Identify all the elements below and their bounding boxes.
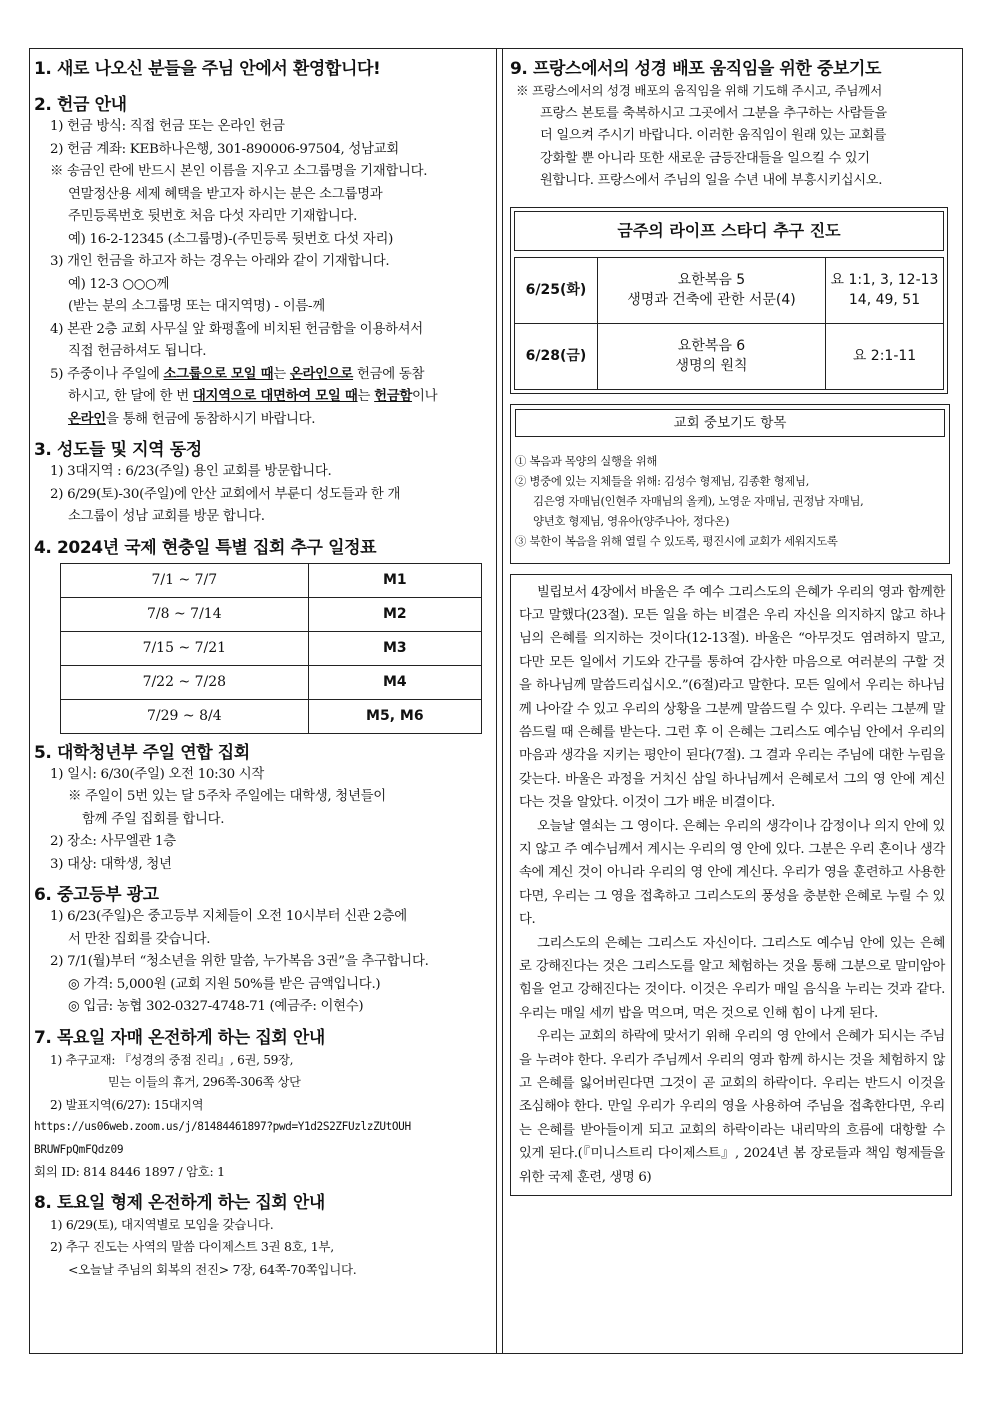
- section-title: 4. 2024년 국제 현충일 특별 집회 추구 일정표: [34, 537, 377, 558]
- text-line: 1) 헌금 방식: 직접 헌금 또는 온라인 헌금: [50, 119, 285, 134]
- prayer-title: 교회 중보기도 항목: [515, 409, 945, 437]
- table-row: [61, 563, 482, 597]
- text-line: 믿는 이들의 휴거, 296쪽-306쪽 상단: [108, 1075, 301, 1089]
- verse-ref: 요 2:1-11: [852, 348, 917, 364]
- text-line: ※ 송금인 란에 반드시 본인 이름을 지우고 소그룹명을 기재합니다.: [50, 164, 428, 179]
- text-line: 2) 헌금 계좌: KEB하나은행, 301-890006-97504, 성남교회: [50, 141, 399, 157]
- text-line: 2) 추구 진도는 사역의 말씀 다이제스트 3권 8호, 1부,: [50, 1239, 334, 1254]
- text-line: 1) 3대지역 : 6/23(주일) 용인 교회를 방문합니다.: [50, 464, 332, 479]
- text-line: 프랑스 본토를 축복하시고 그곳에서 그분을 추구하는 사람들을: [540, 105, 887, 121]
- church-prayer-box: [510, 404, 950, 564]
- text-line: 예) 16-2-12345 (소그룹명)-(주민등록 뒷번호 다섯 자리): [68, 231, 393, 247]
- text-line: 3) 개인 헌금을 하고자 하는 경우는 아래와 같이 기재합니다.: [50, 254, 390, 269]
- text-run: 을 통해 헌금에 동참하시기 바랍니다.: [105, 411, 316, 427]
- table-row: [61, 699, 482, 733]
- text-line: [34, 364, 488, 387]
- table-cell: [826, 323, 944, 389]
- section-welcome: [34, 58, 488, 80]
- emphasis: 온라인으로: [289, 366, 354, 382]
- section-title: 2. 헌금 안내: [34, 95, 127, 115]
- text-run: 는: [357, 389, 375, 404]
- emphasis: 헌금함: [374, 389, 413, 404]
- left-column: [34, 54, 488, 1289]
- text-line: [34, 409, 488, 432]
- text-line: 1) 추구교재: 『성경의 중점 진리』, 6권, 59장,: [50, 1052, 294, 1067]
- text-line: ◎ 입금: 농협 302-0327-4748-71 (예금주: 이현수): [68, 999, 364, 1014]
- text-line: (받는 분의 소그룹명 또는 대지역명) - 이름-께: [68, 299, 325, 314]
- table-cell: 7/15 ~ 7/21: [61, 631, 309, 665]
- table-row: [61, 665, 482, 699]
- text-line: 2) 발표지역(6/27): 15대지역: [50, 1097, 204, 1112]
- text-line: 2) 6/29(토)-30(주일)에 안산 교회에서 부룬디 성도들과 한 개: [50, 486, 401, 502]
- column-divider-inner: [502, 48, 503, 1354]
- text-line: ◎ 가격: 5,000원 (교회 지원 50%를 받은 금액입니다.): [68, 976, 381, 992]
- emphasis: 소그룹으로 모일 때: [163, 366, 274, 382]
- zoom-link[interactable]: https://us06web.zoom.us/j/81484461897?pwd=Y1d2S2ZFUzlzZUtOUH: [34, 1120, 411, 1133]
- life-study-title: 금주의 라이프 스타디 추구 진도: [514, 211, 944, 251]
- right-column: [510, 54, 956, 1196]
- table-cell: M3: [308, 631, 481, 665]
- text-line: 예) 12-3 ○○○께: [68, 276, 170, 292]
- text-line: 주민등록번호 뒷번호 처음 다섯 자리만 기재합니다.: [68, 209, 358, 224]
- zoom-link-continued[interactable]: BRUWFpQmFQdz09: [34, 1142, 124, 1156]
- text-line: 4) 본관 2층 교회 사무실 앞 화평홀에 비치된 헌금함을 이용하셔서: [50, 321, 423, 337]
- prayer-item: 김은영 자매님(인현주 자매님의 올케), 노영운 자매님, 권정남 자매님,: [533, 493, 864, 508]
- chapter-label: 요한복음 6: [677, 338, 746, 354]
- prayer-item: ② 병중에 있는 지체들을 위해: 김성수 형제님, 김종환 형제님,: [515, 473, 810, 488]
- table-cell: 6/25(화): [515, 257, 598, 323]
- section-offering: [34, 94, 488, 431]
- chapter-title: 생명의 원칙: [675, 358, 748, 374]
- text-line: 1) 6/29(토), 대지역별로 모임을 갖습니다.: [50, 1216, 274, 1232]
- section-france-prayer: [510, 58, 956, 193]
- section-teen: [34, 884, 488, 1019]
- section-news: [34, 439, 488, 529]
- section-title: 9. 프랑스에서의 성경 배포 움직임을 위한 중보기도: [510, 59, 882, 79]
- text-line: <오늘날 주님의 회복의 전진> 7장, 64쪽-70쪽입니다.: [68, 1261, 357, 1277]
- text-line: 함께 주일 집회를 합니다.: [82, 811, 225, 827]
- verse-ref: 요 1:1, 3, 12-13: [830, 272, 939, 288]
- table-cell: 7/8 ~ 7/14: [61, 597, 309, 631]
- section-brothers: [34, 1192, 488, 1282]
- table-row: [61, 597, 482, 631]
- text-line: ※ 프랑스에서의 성경 배포의 움직임을 위해 기도해 주시고, 주님께서: [516, 83, 882, 98]
- text-line: ※ 주일이 5번 있는 달 5주차 주일에는 대학생, 청년들이: [68, 789, 386, 804]
- section-youth-meeting: [34, 742, 488, 877]
- table-cell: 7/22 ~ 7/28: [61, 665, 309, 699]
- section-title: 3. 성도들 및 지역 동정: [34, 440, 202, 460]
- text-line: 2) 7/1(월)부터 “청소년을 위한 말씀, 누가복음 3권”을 추구합니다.: [50, 954, 429, 969]
- text-run: 5) 주중이나 주일에: [50, 366, 164, 382]
- text-line: 1) 일시: 6/30(주일) 오전 10:30 시작: [50, 766, 265, 782]
- life-study-table: [514, 257, 944, 390]
- table-row: [61, 631, 482, 665]
- text-line: 소그룹이 성남 교회를 방문 합니다.: [68, 509, 265, 524]
- meditation-box: [510, 574, 952, 1197]
- prayer-item: 양년호 형제님, 영유아(양주나아, 정다온): [533, 513, 730, 528]
- chapter-title: 생명과 건축에 관한 서문(4): [627, 292, 796, 308]
- table-cell: 7/29 ~ 8/4: [61, 699, 309, 733]
- text-run: 이나: [412, 389, 438, 404]
- text-line: [34, 386, 488, 409]
- section-title: 1. 새로 나오신 분들을 주님 안에서 환영합니다!: [34, 59, 381, 79]
- meditation-paragraph: 오늘날 열쇠는 그 영이다. 은혜는 우리의 생각이나 감정이나 의지 안에 있지 않고 주 예수님께서 계시는 우리의 영 안에 있다. 그분은 우리 혼이나 생각 속에 계신 것이 아니라 우리의 영 안에 계신다. 우리가 영을 훈련하고 사용한다면, 우리는 그 영을 접촉하고 그리스도의 풍성을 충분한 은혜로 누릴 수 있다.: [519, 818, 945, 928]
- section-sisters: [34, 1027, 488, 1184]
- section-title: 8. 토요일 형제 온전하게 하는 집회 안내: [34, 1192, 325, 1213]
- text-line: 연말정산용 세제 혜택을 받고자 하시는 분은 소그룹명과: [68, 186, 383, 202]
- text-line: 1) 6/23(주일)은 중고등부 지체들이 오전 10시부터 신관 2층에: [50, 909, 407, 924]
- text-line: 더 일으켜 주시기 바랍니다. 이러한 움직임이 원래 있는 교회를: [540, 128, 887, 143]
- text-line: 강화할 뿐 아니라 또한 새로운 금등잔대들을 일으킬 수 있기: [540, 150, 870, 166]
- table-cell: M4: [308, 665, 481, 699]
- table-cell: M2: [308, 597, 481, 631]
- table-cell: [826, 257, 944, 323]
- meditation-paragraph: 그리스도의 은혜는 그리스도 자신이다. 그리스도 예수님 안에 있는 은혜로 강해진다는 것은 그리스도를 알고 체험하는 것을 통해 그분으로 말미암아 힘을 얻고 강해진다는 것이다. 이것은 우리가 매일 음식을 누리는 것과 같다. 우리는 매일 세끼 밥을 먹으며, 먹은 것으로 인해 힘이 나게 된다.: [519, 935, 945, 1021]
- text-line: 3) 대상: 대학생, 청년: [50, 856, 172, 872]
- text-line: 원합니다. 프랑스에서 주님의 일을 수년 내에 부흥시키십시오.: [540, 173, 883, 188]
- section-title: 7. 목요일 자매 온전하게 하는 집회 안내: [34, 1027, 325, 1048]
- text-line: 2) 장소: 사무엘관 1층: [50, 834, 176, 849]
- text-run: 는: [273, 366, 290, 382]
- verse-ref: 14, 49, 51: [848, 292, 921, 308]
- text-run: 하시고, 한 달에 한 번: [68, 389, 193, 404]
- table-cell: M1: [308, 563, 481, 597]
- schedule-table: [60, 563, 482, 734]
- table-cell: 7/1 ~ 7/7: [61, 563, 309, 597]
- column-divider: [496, 48, 497, 1354]
- table-row: [515, 323, 944, 389]
- emphasis: 온라인: [68, 411, 106, 427]
- section-title: 5. 대학청년부 주일 연합 집회: [34, 742, 250, 763]
- text-line: 서 만찬 집회를 갖습니다.: [68, 931, 211, 947]
- section-schedule: [34, 537, 488, 734]
- meditation-paragraph: 우리는 교회의 하락에 맞서기 위해 우리의 영 안에서 은혜가 되시는 주님을 누려야 한다. 우리가 주님께서 우리의 영과 함께 하시는 것을 체험하지 않고 은혜를 잃어버린다면 그것이 곧 교회의 하락이다. 우리는 반드시 이것을 조심해야 한다. 만일 우리가 우리의 영을 사용하여 주님을 접촉한다면, 우리는 은혜를 받아들이게 되고 교회의 하락이라는 내리막의 흐름에 대항할 수 있게 된다.(『미니스트리 다이제스트』, 2024년 봄 장로들과 책임 형제들을 위한 국제 훈련, 생명 6): [519, 1029, 945, 1185]
- chapter-label: 요한복음 5: [677, 272, 746, 288]
- table-cell: [598, 323, 826, 389]
- prayer-item: ③ 북한이 복음을 위해 열릴 수 있도록, 평진시에 교회가 세워지도록: [515, 533, 838, 548]
- table-cell: 6/28(금): [515, 323, 598, 389]
- text-line: 직접 헌금하셔도 됩니다.: [68, 344, 207, 359]
- meeting-id: 회의 ID: 814 8446 1897 / 암호: 1: [34, 1164, 225, 1179]
- life-study-box: [510, 207, 948, 394]
- emphasis: 대지역으로 대면하여 모일 때: [192, 389, 358, 404]
- table-row: [515, 257, 944, 323]
- table-cell: [598, 257, 826, 323]
- table-cell: M5, M6: [308, 699, 481, 733]
- section-title: 6. 중고등부 광고: [34, 885, 159, 905]
- text-run: 헌금에 동참: [353, 366, 425, 382]
- meditation-paragraph: 빌립보서 4장에서 바울은 주 예수 그리스도의 은혜가 우리의 영과 함께한다고 말했다(23절). 모든 일을 하는 비결은 우리 자신을 의지하지 않고 하나님의 은혜를 의지하는 것이다(12-13절). 바울은 “아무것도 염려하지 말고, 다만 모든 일에서 기도와 간구를 통하여 감사한 마음으로 여러분의 구할 것을 하나님께 말씀드리십시오.”(6절)라고 말한다. 모든 일에서 우리는 하나님께 나아갈 수 있고 우리의 상황을 그분께 말씀드릴 수 있다. 우리는 그분께 말씀드릴 때 은혜를 받는다. 그런 후 이 은혜는 그리스도 예수님 안에서 우리의 마음과 생각을 지키는 평안이 된다(7절). 그 결과 우리는 주님에 대한 누림을 갖는다. 바울은 과정을 거치신 삼일 하나님께서 은혜로서 그의 영 안에 계신다는 것을 알았다. 이것이 그가 배운 비결이다.: [519, 584, 945, 811]
- prayer-item: ① 복음과 목양의 실행을 위해: [515, 453, 658, 468]
